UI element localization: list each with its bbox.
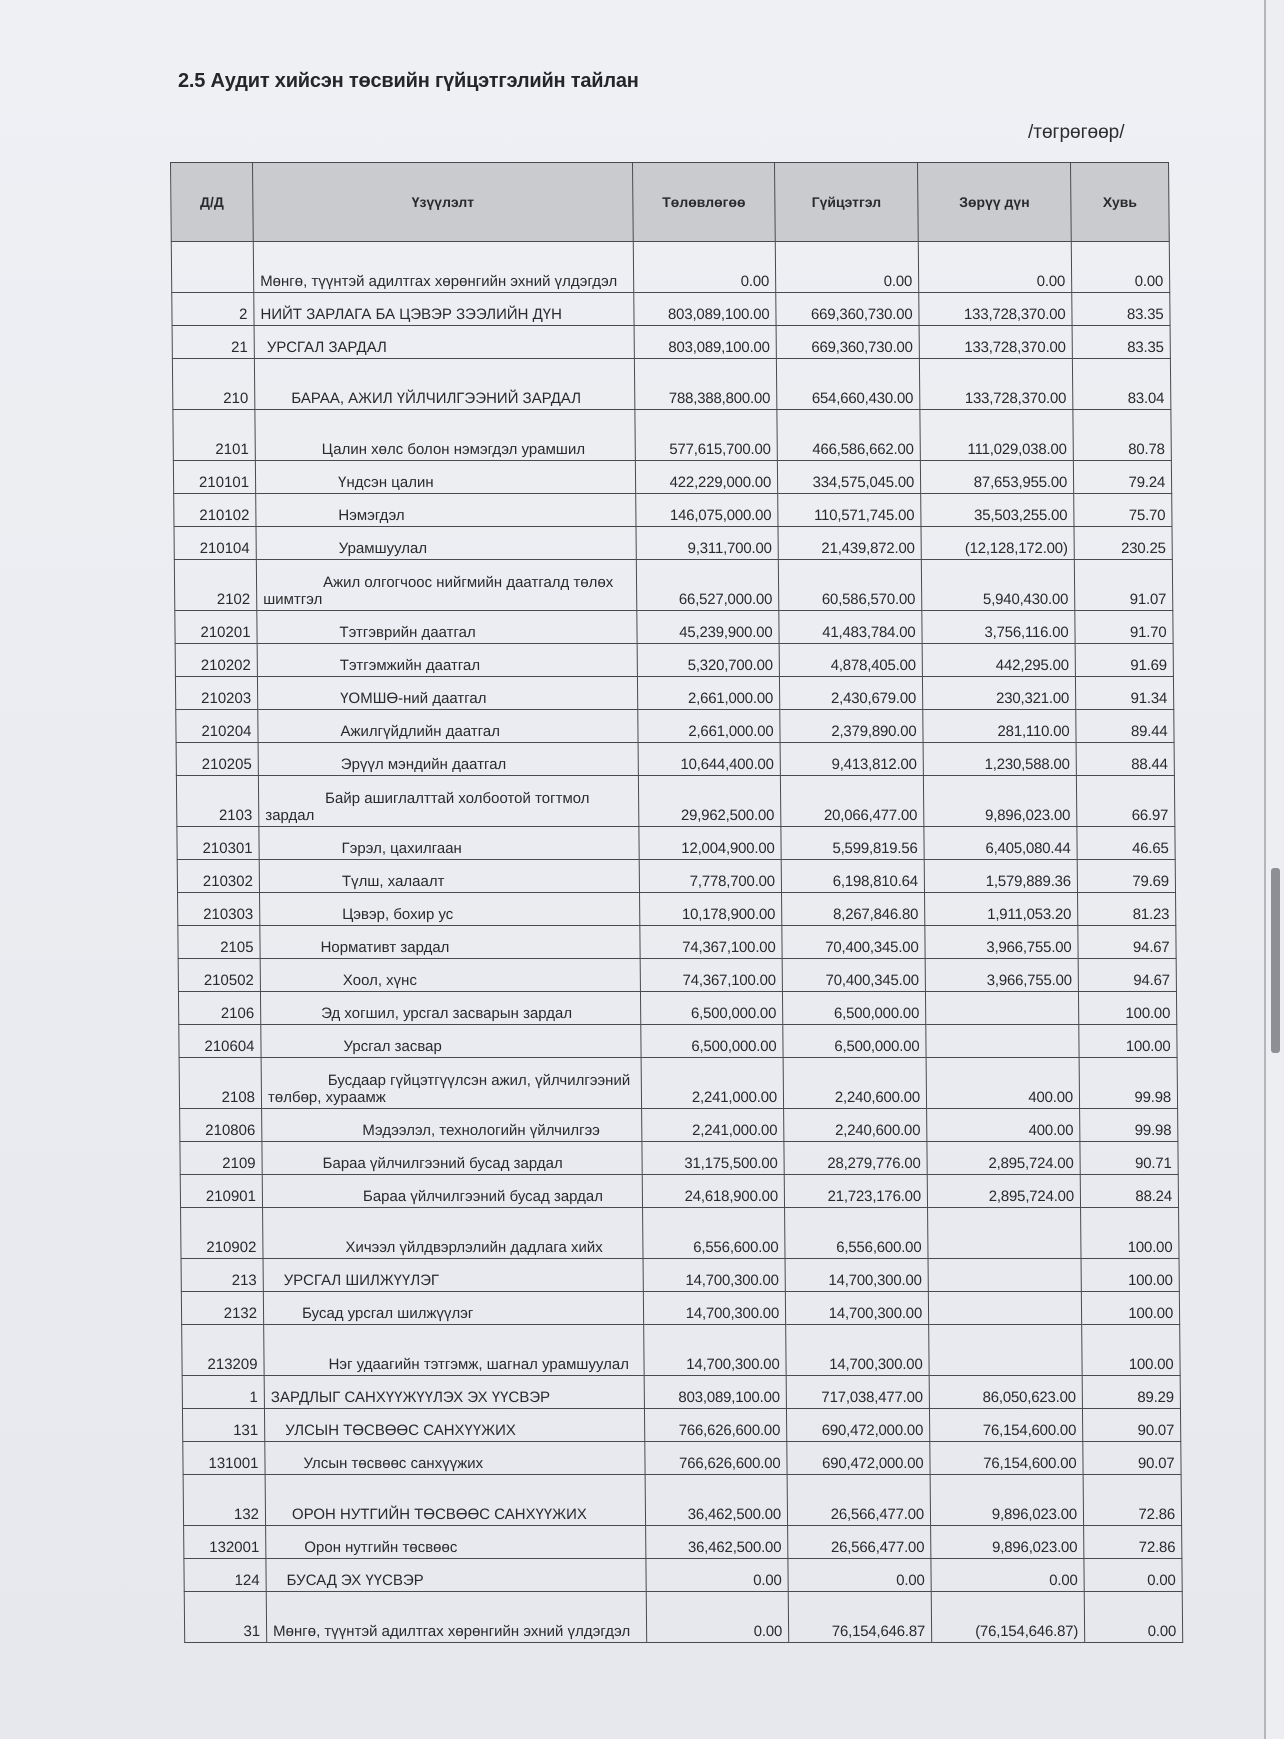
row-code: 210203 bbox=[175, 677, 257, 710]
row-code: 2 bbox=[172, 293, 254, 326]
row-variance: 9,896,023.00 bbox=[931, 1526, 1084, 1559]
row-actual: 2,379,890.00 bbox=[780, 710, 923, 743]
table-row bbox=[182, 1409, 1180, 1442]
row-percent: 88.44 bbox=[1076, 743, 1174, 776]
row-label: НИЙТ ЗАРЛАГА БА ЦЭВЭР ЗЭЭЛИЙН ДҮН bbox=[254, 293, 634, 326]
row-percent: 90.07 bbox=[1083, 1442, 1181, 1475]
table-row bbox=[172, 293, 1170, 326]
row-plan: 10,178,900.00 bbox=[640, 893, 782, 926]
row-label: ҮОМШӨ-ний даатгал bbox=[257, 677, 637, 710]
row-percent: 100.00 bbox=[1082, 1325, 1180, 1376]
table-row bbox=[181, 1292, 1179, 1325]
row-percent: 0.00 bbox=[1084, 1559, 1182, 1592]
row-variance bbox=[929, 1325, 1082, 1376]
row-label: Урсгал засвар bbox=[261, 1025, 641, 1058]
row-code: 210301 bbox=[177, 827, 259, 860]
row-percent: 91.70 bbox=[1075, 611, 1173, 644]
row-actual: 70,400,345.00 bbox=[782, 959, 925, 992]
row-percent: 81.23 bbox=[1078, 893, 1176, 926]
row-variance bbox=[926, 1025, 1079, 1058]
table-row bbox=[174, 560, 1172, 611]
row-label: Эд хогшил, урсгал засварын зардал bbox=[260, 992, 640, 1025]
table-row bbox=[178, 926, 1176, 959]
row-percent: 46.65 bbox=[1077, 827, 1175, 860]
row-plan: 422,229,000.00 bbox=[635, 461, 777, 494]
row-label: Мэдээлэл, технологийн үйлчилгээ bbox=[262, 1109, 642, 1142]
row-code: 1 bbox=[182, 1376, 264, 1409]
row-percent: 99.98 bbox=[1080, 1109, 1178, 1142]
row-actual: 6,500,000.00 bbox=[783, 1025, 926, 1058]
row-plan: 0.00 bbox=[646, 1592, 788, 1643]
table-row bbox=[184, 1526, 1182, 1559]
row-plan: 766,626,600.00 bbox=[644, 1409, 786, 1442]
table-row bbox=[171, 242, 1169, 293]
row-actual: 14,700,300.00 bbox=[785, 1292, 928, 1325]
row-percent: 83.04 bbox=[1072, 359, 1170, 410]
table-row bbox=[180, 1109, 1178, 1142]
row-actual: 654,660,430.00 bbox=[776, 359, 919, 410]
row-actual: 28,279,776.00 bbox=[784, 1142, 927, 1175]
row-percent: 100.00 bbox=[1079, 1025, 1177, 1058]
row-label: БУСАД ЭХ ҮҮСВЭР bbox=[266, 1559, 646, 1592]
row-variance: 3,966,755.00 bbox=[925, 926, 1078, 959]
row-percent: 80.78 bbox=[1073, 410, 1171, 461]
row-code: 210303 bbox=[178, 893, 260, 926]
row-code: 2132 bbox=[181, 1292, 263, 1325]
row-percent: 99.98 bbox=[1079, 1058, 1177, 1109]
row-label: Мөнгө, түүнтэй адилтгах хөрөнгийн эхний үлдэгдэл bbox=[266, 1592, 646, 1643]
row-actual: 20,066,477.00 bbox=[780, 776, 923, 827]
row-label: Тэтгэмжийн даатгал bbox=[257, 644, 637, 677]
row-label: Нэг удаагийн тэтгэмж, шагнал урамшуулал bbox=[264, 1325, 644, 1376]
table-row bbox=[172, 326, 1170, 359]
header-percent: Хувь bbox=[1071, 163, 1170, 242]
table-row bbox=[179, 1058, 1177, 1109]
row-actual: 5,599,819.56 bbox=[781, 827, 924, 860]
vertical-scrollbar-track[interactable] bbox=[1264, 0, 1284, 1739]
vertical-scrollbar-thumb[interactable] bbox=[1271, 868, 1280, 1053]
row-label: БАРАА, АЖИЛ ҮЙЛЧИЛГЭЭНИЙ ЗАРДАЛ bbox=[254, 359, 634, 410]
row-actual: 2,240,600.00 bbox=[783, 1058, 926, 1109]
row-percent: 91.07 bbox=[1074, 560, 1172, 611]
table-row bbox=[180, 1175, 1178, 1208]
table-header-row bbox=[171, 163, 1170, 242]
row-code: 2103 bbox=[176, 776, 258, 827]
row-plan: 29,962,500.00 bbox=[638, 776, 780, 827]
table-row bbox=[181, 1208, 1179, 1259]
header-actual: Гүйцэтгэл bbox=[775, 163, 919, 242]
row-label: Мөнгө, түүнтэй адилтгах хөрөнгийн эхний үлдэгдэл bbox=[253, 242, 633, 293]
row-code: 210302 bbox=[177, 860, 259, 893]
row-variance: 5,940,430.00 bbox=[921, 560, 1074, 611]
row-plan: 12,004,900.00 bbox=[639, 827, 781, 860]
table-row bbox=[182, 1325, 1180, 1376]
row-label: Түлш, халаалт bbox=[259, 860, 639, 893]
row-label: Бараа үйлчилгээний бусад зардал bbox=[262, 1175, 642, 1208]
row-code: 124 bbox=[184, 1559, 266, 1592]
row-actual: 41,483,784.00 bbox=[779, 611, 922, 644]
table-row bbox=[178, 959, 1176, 992]
row-label: Цэвэр, бохир ус bbox=[260, 893, 640, 926]
row-label: Байр ашиглалттай холбоотой тогтмол зардал bbox=[258, 776, 638, 827]
row-code: 210 bbox=[172, 359, 254, 410]
row-actual: 26,566,477.00 bbox=[788, 1526, 931, 1559]
row-variance bbox=[928, 1292, 1081, 1325]
header-code: Д/Д bbox=[171, 163, 254, 242]
row-variance: 9,896,023.00 bbox=[930, 1475, 1083, 1526]
row-code: 210901 bbox=[180, 1175, 262, 1208]
row-actual: 669,360,730.00 bbox=[776, 326, 919, 359]
row-percent: 0.00 bbox=[1084, 1592, 1182, 1643]
row-plan: 14,700,300.00 bbox=[644, 1325, 786, 1376]
row-label: Нэмэгдэл bbox=[256, 494, 636, 527]
row-actual: 2,430,679.00 bbox=[779, 677, 922, 710]
row-percent: 94.67 bbox=[1078, 959, 1176, 992]
row-variance: 2,895,724.00 bbox=[927, 1175, 1080, 1208]
row-plan: 803,089,100.00 bbox=[634, 293, 776, 326]
row-code: 2105 bbox=[178, 926, 260, 959]
row-code: 210902 bbox=[181, 1208, 263, 1259]
row-percent: 90.71 bbox=[1080, 1142, 1178, 1175]
row-code: 31 bbox=[184, 1592, 266, 1643]
row-percent: 75.70 bbox=[1074, 494, 1172, 527]
row-code: 21 bbox=[172, 326, 254, 359]
row-code: 210104 bbox=[174, 527, 256, 560]
row-variance: 442,295.00 bbox=[922, 644, 1075, 677]
row-actual: 14,700,300.00 bbox=[786, 1325, 929, 1376]
table-row bbox=[184, 1592, 1182, 1643]
row-code: 210102 bbox=[174, 494, 256, 527]
row-label: Хоол, хүнс bbox=[260, 959, 640, 992]
row-actual: 70,400,345.00 bbox=[782, 926, 925, 959]
table-row bbox=[173, 410, 1171, 461]
row-code: 2106 bbox=[178, 992, 260, 1025]
row-plan: 74,367,100.00 bbox=[640, 926, 782, 959]
table-row bbox=[178, 992, 1176, 1025]
row-code: 131001 bbox=[183, 1442, 265, 1475]
row-variance: 400.00 bbox=[926, 1058, 1079, 1109]
row-code: 2101 bbox=[173, 410, 255, 461]
row-code: 132001 bbox=[184, 1526, 266, 1559]
row-plan: 31,175,500.00 bbox=[642, 1142, 784, 1175]
row-variance: 133,728,370.00 bbox=[919, 359, 1072, 410]
row-percent: 90.07 bbox=[1082, 1409, 1180, 1442]
table-row bbox=[176, 776, 1174, 827]
table-row bbox=[175, 644, 1173, 677]
row-code: 2102 bbox=[174, 560, 256, 611]
row-actual: 9,413,812.00 bbox=[780, 743, 923, 776]
row-percent: 89.29 bbox=[1082, 1376, 1180, 1409]
row-actual: 76,154,646.87 bbox=[788, 1592, 931, 1643]
row-actual: 0.00 bbox=[788, 1559, 931, 1592]
row-plan: 803,089,100.00 bbox=[644, 1376, 786, 1409]
table-row bbox=[177, 860, 1175, 893]
row-plan: 14,700,300.00 bbox=[643, 1292, 785, 1325]
currency-unit-note: /төгрөгөөр/ bbox=[1028, 122, 1125, 143]
table-row bbox=[176, 710, 1174, 743]
row-code: 210204 bbox=[176, 710, 258, 743]
table-row bbox=[183, 1475, 1181, 1526]
row-plan: 36,462,500.00 bbox=[646, 1526, 788, 1559]
row-variance: 133,728,370.00 bbox=[919, 326, 1072, 359]
row-percent: 100.00 bbox=[1078, 992, 1176, 1025]
row-actual: 6,500,000.00 bbox=[782, 992, 925, 1025]
page-title: 2.5 Аудит хийсэн төсвийн гүйцэтгэлийн тайлан bbox=[178, 70, 639, 92]
row-label: Эрүүл мэндийн даатгал bbox=[258, 743, 638, 776]
header-plan: Төлөвлөгөө bbox=[633, 163, 776, 242]
row-code bbox=[171, 242, 253, 293]
row-plan: 10,644,400.00 bbox=[638, 743, 780, 776]
table-row bbox=[179, 1025, 1177, 1058]
row-variance: 133,728,370.00 bbox=[919, 293, 1072, 326]
row-actual: 21,723,176.00 bbox=[784, 1175, 927, 1208]
row-percent: 88.24 bbox=[1080, 1175, 1178, 1208]
row-variance: 86,050,623.00 bbox=[929, 1376, 1082, 1409]
row-actual: 0.00 bbox=[775, 242, 918, 293]
row-plan: 74,367,100.00 bbox=[640, 959, 782, 992]
row-label: Үндсэн цалин bbox=[255, 461, 635, 494]
row-actual: 60,586,570.00 bbox=[778, 560, 921, 611]
table-row bbox=[174, 494, 1172, 527]
row-label: ОРОН НУТГИЙН ТӨСВӨӨС САНХҮҮЖИХ bbox=[265, 1475, 645, 1526]
table-row bbox=[183, 1442, 1181, 1475]
row-plan: 766,626,600.00 bbox=[645, 1442, 787, 1475]
row-variance: 1,911,053.20 bbox=[925, 893, 1078, 926]
row-variance: 3,966,755.00 bbox=[925, 959, 1078, 992]
row-label: Бусад урсгал шилжүүлэг bbox=[263, 1292, 643, 1325]
row-plan: 0.00 bbox=[633, 242, 775, 293]
table-row bbox=[173, 461, 1171, 494]
row-actual: 690,472,000.00 bbox=[786, 1409, 929, 1442]
row-plan: 45,239,900.00 bbox=[637, 611, 779, 644]
row-variance bbox=[925, 992, 1078, 1025]
row-plan: 788,388,800.00 bbox=[634, 359, 776, 410]
row-percent: 230.25 bbox=[1074, 527, 1172, 560]
row-label: Гэрэл, цахилгаан bbox=[259, 827, 639, 860]
row-plan: 0.00 bbox=[646, 1559, 788, 1592]
row-percent: 79.69 bbox=[1077, 860, 1175, 893]
row-variance: 35,503,255.00 bbox=[921, 494, 1074, 527]
row-variance: 1,579,889.36 bbox=[924, 860, 1077, 893]
table-row bbox=[182, 1376, 1180, 1409]
row-label: Цалин хөлс болон нэмэгдэл урамшил bbox=[255, 410, 635, 461]
row-label: Хичээл үйлдвэрлэлийн дадлага хийх bbox=[263, 1208, 643, 1259]
row-variance: 230,321.00 bbox=[922, 677, 1075, 710]
row-plan: 24,618,900.00 bbox=[642, 1175, 784, 1208]
row-label: Урамшуулал bbox=[256, 527, 636, 560]
row-variance: 0.00 bbox=[918, 242, 1071, 293]
row-plan: 14,700,300.00 bbox=[643, 1259, 785, 1292]
row-plan: 36,462,500.00 bbox=[645, 1475, 787, 1526]
row-plan: 2,661,000.00 bbox=[638, 710, 780, 743]
budget-execution-table bbox=[170, 162, 1183, 1643]
row-code: 210604 bbox=[179, 1025, 261, 1058]
row-actual: 669,360,730.00 bbox=[776, 293, 919, 326]
row-percent: 83.35 bbox=[1072, 326, 1170, 359]
row-actual: 110,571,745.00 bbox=[778, 494, 921, 527]
row-plan: 146,075,000.00 bbox=[636, 494, 778, 527]
row-actual: 6,198,810.64 bbox=[781, 860, 924, 893]
row-plan: 6,556,600.00 bbox=[643, 1208, 785, 1259]
table-row bbox=[175, 611, 1173, 644]
row-variance: 76,154,600.00 bbox=[929, 1409, 1082, 1442]
row-percent: 72.86 bbox=[1084, 1526, 1182, 1559]
row-variance: 111,029,038.00 bbox=[920, 410, 1073, 461]
row-label: УЛСЫН ТӨСВӨӨС САНХҮҮЖИХ bbox=[264, 1409, 644, 1442]
row-label: УРСГАЛ ШИЛЖҮҮЛЭГ bbox=[263, 1259, 643, 1292]
row-actual: 717,038,477.00 bbox=[786, 1376, 929, 1409]
row-plan: 2,661,000.00 bbox=[637, 677, 779, 710]
row-actual: 6,556,600.00 bbox=[785, 1208, 928, 1259]
row-code: 210201 bbox=[175, 611, 257, 644]
row-percent: 100.00 bbox=[1081, 1208, 1179, 1259]
row-percent: 94.67 bbox=[1078, 926, 1176, 959]
table-row bbox=[178, 893, 1176, 926]
table-row bbox=[184, 1559, 1182, 1592]
row-percent: 89.44 bbox=[1076, 710, 1174, 743]
row-plan: 803,089,100.00 bbox=[634, 326, 776, 359]
header-variance: Зөрүү дүн bbox=[918, 163, 1072, 242]
row-code: 131 bbox=[182, 1409, 264, 1442]
row-variance: 281,110.00 bbox=[923, 710, 1076, 743]
row-variance: 6,405,080.44 bbox=[924, 827, 1077, 860]
row-variance: 0.00 bbox=[931, 1559, 1084, 1592]
row-percent: 91.34 bbox=[1075, 677, 1173, 710]
row-variance: 3,756,116.00 bbox=[922, 611, 1075, 644]
row-actual: 334,575,045.00 bbox=[777, 461, 920, 494]
row-label: Нормативт зардал bbox=[260, 926, 640, 959]
row-label: Орон нутгийн төсвөөс bbox=[266, 1526, 646, 1559]
row-label: ЗАРДЛЫГ САНХҮҮЖҮҮЛЭХ ЭХ ҮҮСВЭР bbox=[264, 1376, 644, 1409]
row-label: Улсын төсвөөс санхүүжих bbox=[265, 1442, 645, 1475]
row-percent: 0.00 bbox=[1071, 242, 1169, 293]
row-plan: 2,241,000.00 bbox=[641, 1058, 783, 1109]
row-label: Ажил олгогчоос нийгмийн даатгалд төлөх шимтгэл bbox=[256, 560, 636, 611]
row-label: Бараа үйлчилгээний бусад зардал bbox=[262, 1142, 642, 1175]
row-variance: 87,653,955.00 bbox=[920, 461, 1073, 494]
table-row bbox=[177, 827, 1175, 860]
row-actual: 466,586,662.00 bbox=[777, 410, 920, 461]
row-label: УРСГАЛ ЗАРДАЛ bbox=[254, 326, 634, 359]
row-code: 213209 bbox=[182, 1325, 264, 1376]
row-plan: 577,615,700.00 bbox=[635, 410, 777, 461]
row-plan: 7,778,700.00 bbox=[639, 860, 781, 893]
row-label: Бусдаар гүйцэтгүүлсэн ажил, үйлчилгээний төлбөр, хураамж bbox=[261, 1058, 641, 1109]
table-row bbox=[175, 677, 1173, 710]
row-plan: 2,241,000.00 bbox=[642, 1109, 784, 1142]
row-code: 2109 bbox=[180, 1142, 262, 1175]
row-plan: 6,500,000.00 bbox=[640, 992, 782, 1025]
row-variance bbox=[928, 1208, 1081, 1259]
row-actual: 2,240,600.00 bbox=[784, 1109, 927, 1142]
table-row bbox=[181, 1259, 1179, 1292]
row-code: 2108 bbox=[179, 1058, 261, 1109]
row-percent: 72.86 bbox=[1083, 1475, 1181, 1526]
row-percent: 91.69 bbox=[1075, 644, 1173, 677]
row-plan: 5,320,700.00 bbox=[637, 644, 779, 677]
header-indicator: Үзүүлэлт bbox=[253, 163, 634, 242]
row-percent: 79.24 bbox=[1073, 461, 1171, 494]
row-plan: 6,500,000.00 bbox=[641, 1025, 783, 1058]
row-percent: 100.00 bbox=[1081, 1292, 1179, 1325]
row-variance: 2,895,724.00 bbox=[927, 1142, 1080, 1175]
row-actual: 26,566,477.00 bbox=[787, 1475, 930, 1526]
row-actual: 21,439,872.00 bbox=[778, 527, 921, 560]
row-variance bbox=[928, 1259, 1081, 1292]
row-code: 210502 bbox=[178, 959, 260, 992]
row-code: 210202 bbox=[175, 644, 257, 677]
row-variance: 1,230,588.00 bbox=[923, 743, 1076, 776]
row-code: 210205 bbox=[176, 743, 258, 776]
row-code: 210806 bbox=[180, 1109, 262, 1142]
table-row bbox=[176, 743, 1174, 776]
row-percent: 83.35 bbox=[1072, 293, 1170, 326]
row-plan: 9,311,700.00 bbox=[636, 527, 778, 560]
row-variance: (12,128,172.00) bbox=[921, 527, 1074, 560]
row-plan: 66,527,000.00 bbox=[636, 560, 778, 611]
row-variance: 9,896,023.00 bbox=[923, 776, 1076, 827]
row-code: 132 bbox=[183, 1475, 265, 1526]
table-row bbox=[172, 359, 1170, 410]
row-variance: (76,154,646.87) bbox=[931, 1592, 1084, 1643]
row-label: Ажилгүйдлийн даатгал bbox=[258, 710, 638, 743]
row-percent: 66.97 bbox=[1076, 776, 1174, 827]
row-variance: 76,154,600.00 bbox=[930, 1442, 1083, 1475]
row-actual: 4,878,405.00 bbox=[779, 644, 922, 677]
row-percent: 100.00 bbox=[1081, 1259, 1179, 1292]
row-actual: 14,700,300.00 bbox=[785, 1259, 928, 1292]
row-code: 210101 bbox=[173, 461, 255, 494]
row-actual: 690,472,000.00 bbox=[787, 1442, 930, 1475]
row-code: 213 bbox=[181, 1259, 263, 1292]
row-label: Тэтгэврийн даатгал bbox=[257, 611, 637, 644]
table-row bbox=[174, 527, 1172, 560]
table-row bbox=[180, 1142, 1178, 1175]
row-variance: 400.00 bbox=[927, 1109, 1080, 1142]
row-actual: 8,267,846.80 bbox=[782, 893, 925, 926]
